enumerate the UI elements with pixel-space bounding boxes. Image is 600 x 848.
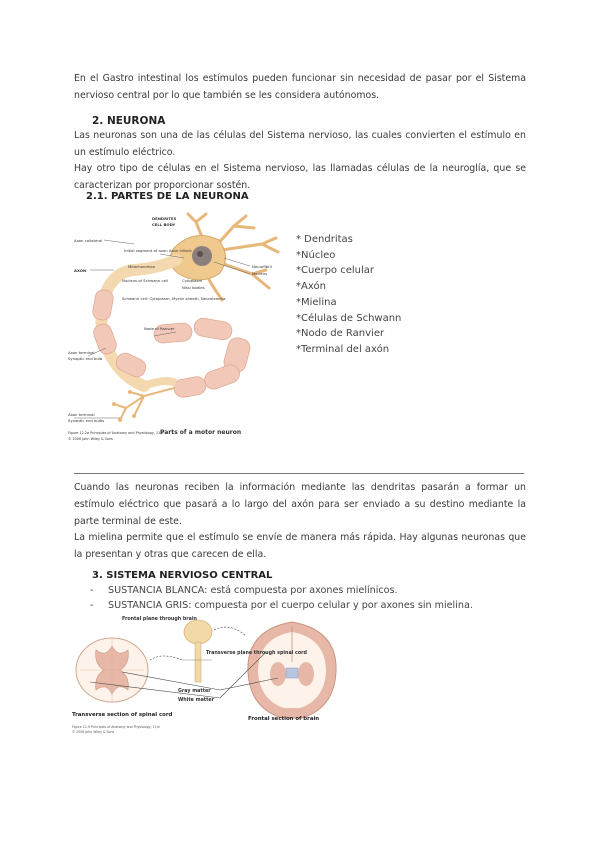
label-neurofibril: Neurofibril [252, 264, 272, 269]
label-axon-hillock: Initial segment of axon Axon hillock [124, 248, 192, 253]
label-axon: AXON [74, 268, 87, 273]
figure-caption: Parts of a motor neuron [160, 429, 242, 436]
label-nucleus: Nucleus [252, 271, 268, 276]
intro-paragraph: En el Gastro intestinal los estímulos pueden funcionar sin necesidad de pasar por el Sistema nervioso central por lo que también se les considera autónomos. [74, 73, 526, 101]
label-frontal-section: Frontal section of brain [248, 716, 320, 722]
motor-neuron-figure [64, 208, 284, 458]
substance-list [90, 583, 473, 613]
part-item: *Cuerpo celular [296, 265, 375, 277]
label-cytoplasm: Cytoplasm [182, 278, 203, 283]
label-gray-matter: Gray matter [178, 689, 211, 694]
section-neurona-heading: 2. NEURONA [92, 115, 166, 127]
neurona-paragraph-2: Hay otro tipo de células en el Sistema nervioso, las llamadas células de la neuroglía, que se caracterizan por proporcionar sostén. [74, 163, 526, 191]
label-mitochondrion: Mitochondrion [128, 264, 156, 269]
cns-credit-2: © 2006 John Wiley & Sons [72, 730, 115, 734]
label-transverse-section: Transverse section of spinal cord [72, 712, 173, 718]
spinal-cord-section [76, 638, 148, 702]
figure-credit-2: © 2006 John Wiley & Sons [68, 437, 113, 441]
part-item: *Células de Schwann [296, 312, 402, 324]
frontal-brain-section [248, 622, 336, 718]
dendritas-paragraph: Cuando las neuronas reciben la información mediante las dendritas pasarán a formar un estímulo eléctrico que pasará a lo largo del axón para ser enviado a su destino mediante la parte terminal de este. [74, 482, 526, 527]
part-item: *Axón [296, 281, 326, 293]
label-white-matter: White matter [178, 698, 215, 703]
label-synaptic-end-bulbs: Synaptic end bulbs [68, 418, 105, 423]
list-item: - SUSTANCIA GRIS: compuesta por el cuerpo celular y por axones sin mielina. [90, 600, 473, 611]
label-transverse-plane: Transverse plane through spinal cord [206, 651, 307, 656]
label-node-ranvier: Node of Ranvier [144, 326, 175, 331]
cns-credit-1: Figure 12.9 Principles of Anatomy and Physiology, 11/e [72, 725, 160, 729]
list-item: - SUSTANCIA BLANCA: está compuesta por axones mielínicos. [90, 585, 398, 596]
label-schwann-cell: Schwann cell: Cytoplasm, Myelin sheath, Neurolemma [122, 296, 226, 301]
part-item: *Núcleo [296, 249, 336, 261]
label-nucleus-schwann: Nucleus of Schwann cell [122, 278, 169, 283]
horizontal-rule [74, 473, 524, 474]
part-item: *Terminal del axón [296, 343, 390, 355]
label-axon-collateral: Axon collateral [74, 238, 103, 243]
section-snc-heading: 3. SISTEMA NERVIOSO CENTRAL [92, 570, 273, 581]
neuron-parts-list [296, 232, 401, 358]
part-item: * Dendritas [296, 234, 353, 245]
label-dendrites: DENDRITES [152, 216, 177, 221]
mielina-paragraph: La mielina permite que el estímulo se envíe de manera más rápida. Hay algunas neuronas que la presentan y otras que carecen de ella. [74, 532, 526, 560]
label-synaptic-end-bulb: Synaptic end bulb [68, 356, 103, 361]
label-cell-body: CELL BODY [152, 222, 176, 227]
cns-figure [70, 612, 370, 762]
partes-neurona-heading: 2.1. PARTES DE LA NEURONA [86, 191, 249, 202]
part-item: *Nodo de Ranvier [296, 328, 385, 340]
neurona-paragraph-1: Las neuronas son una de las células del Sistema nervioso, las cuales convierten el estímulo en un estímulo eléctrico. [74, 130, 526, 158]
label-nissl-bodies: Nissl bodies [182, 285, 205, 290]
label-axon-terminal-2: Axon terminal [68, 412, 95, 417]
label-frontal-plane: Frontal plane through brain [122, 617, 197, 622]
part-item: *Mielina [296, 296, 337, 308]
figure-credit-1: Figure 12.2a Principles of Anatomy and Physiology, 11/e [68, 431, 164, 435]
label-axon-terminal: Axon terminal [68, 350, 95, 355]
